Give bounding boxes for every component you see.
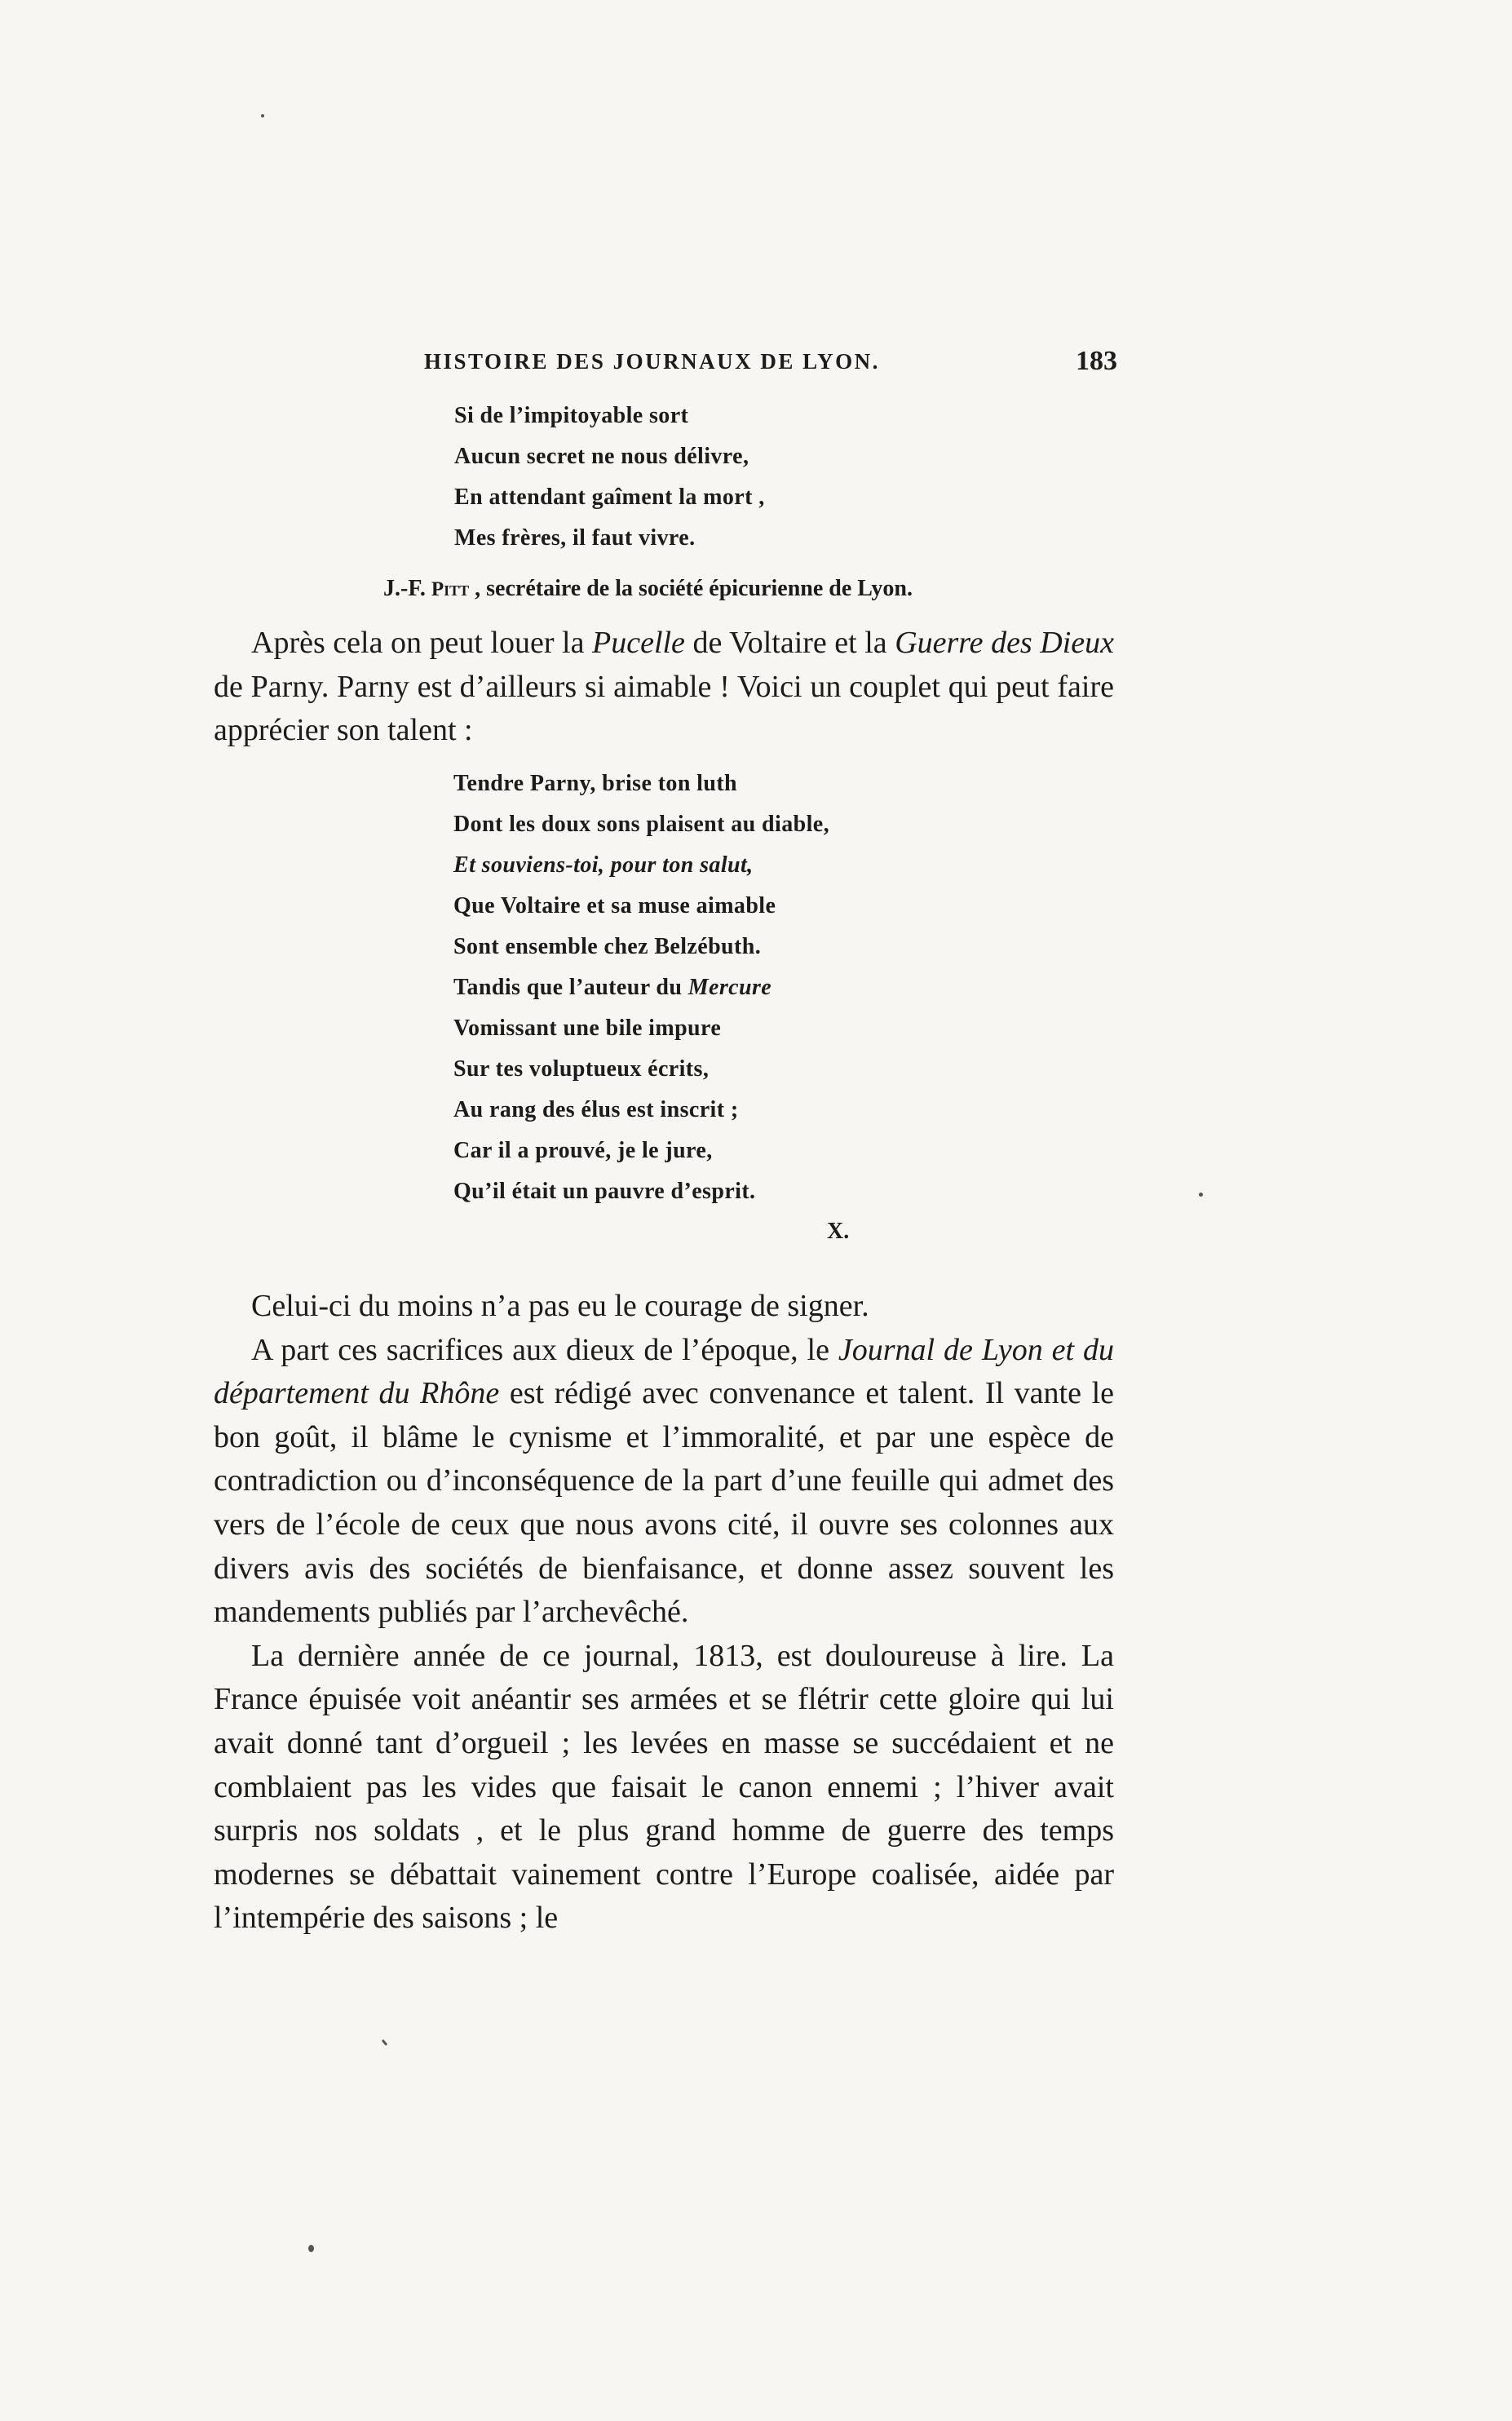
paragraph-1813: La dernière année de ce journal, 1813, est douloureuse à lire. La France épuisée voit anéantir ses armées et se flétrir cette gloire qui lui avait donné tant d’orgueil ; les levées en masse se succédaient et ne comblaient pas les vides que faisait le canon ennemi ; l’hiver avait surpris nos soldats , et le plus grand homme de guerre des temps modernes se débattait vainement contre l’Europe coalisée, aidée par l’intempérie des saisons ; le [214, 1638, 1114, 1936]
verse-line [453, 975, 771, 1001]
verse-line: Vomissant une bile impure [453, 1016, 722, 1041]
signature-initials: J.-F. [383, 576, 426, 601]
verse-line: Tendre Parny, brise ton luth [453, 771, 738, 796]
verse-line: Sur tes voluptueux écrits, [453, 1056, 710, 1082]
scan-speck [308, 2245, 314, 2252]
verse-line: Mes frères, il faut vivre. [454, 525, 696, 551]
signature-name: Pitt [431, 578, 470, 600]
verse-line: Si de l’impitoyable sort [454, 403, 689, 428]
verse-line: Qu’il était un pauvre d’esprit. [453, 1179, 756, 1204]
scan-speck [1199, 1193, 1203, 1197]
verse-line: Sont ensemble chez Belzébuth. [453, 934, 762, 959]
text-run: A part ces sacrifices aux dieux de l’époque, le [251, 1332, 838, 1367]
paragraph-courage: Celui-ci du moins n’a pas eu le courage de signer. [251, 1289, 869, 1323]
work-title: Mercure [687, 975, 772, 1000]
paragraph-journal [214, 1329, 1114, 1635]
text-run: de Voltaire et la [684, 626, 895, 660]
running-header [424, 346, 1117, 390]
verse-line: En attendant gaîment la mort , [454, 485, 765, 510]
page-number: 183 [1076, 346, 1117, 376]
scan-speck [261, 114, 264, 117]
prose-body [214, 1285, 1114, 1941]
verse-line: Car il a prouvé, je le jure, [453, 1138, 713, 1163]
verse-line-text: Tandis que l’auteur du [453, 975, 688, 1000]
work-title: Pucelle [592, 626, 685, 660]
signature-title: , secrétaire de la société épicurienne de Lyon. [475, 576, 913, 601]
verse-line: Aucun secret ne nous délivre, [454, 444, 749, 469]
verse-line: Et souviens-toi, pour ton salut, [453, 852, 754, 878]
verse-signature [383, 576, 913, 602]
work-title: Guerre des Dieux [895, 626, 1114, 660]
verse-signature-x: X. [827, 1219, 850, 1244]
verse-line: Dont les doux sons plaisent au diable, [453, 812, 829, 837]
paragraph-parny [214, 622, 1114, 753]
journal-title: Journal de Lyon et du département du Rhône [214, 1332, 1114, 1411]
verse-line: Au rang des élus est inscrit ; [453, 1097, 739, 1122]
text-run: de Parny. Parny est d’ailleurs si aimable ! Voici un couplet qui peut faire apprécier son talent : [214, 669, 1114, 748]
running-title: HISTOIRE DES JOURNAUX DE LYON. [424, 349, 880, 374]
text-run: est rédigé avec convenance et talent. Il vante le bon goût, il blâme le cynisme et l’immoralité, et par une espèce de contradiction ou d’inconséquence de la part d’une feuille qui admet des vers de l’école de ceux que nous avons cité, il ouvre ses colonnes aux divers avis des sociétés de bienfaisance, et donne assez souvent les mandements publiés par l’archevêché. [214, 1376, 1114, 1630]
scan-speck [382, 2039, 387, 2046]
text-run: Après cela on peut louer la [251, 626, 592, 660]
verse-line: Que Voltaire et sa muse aimable [453, 893, 776, 918]
